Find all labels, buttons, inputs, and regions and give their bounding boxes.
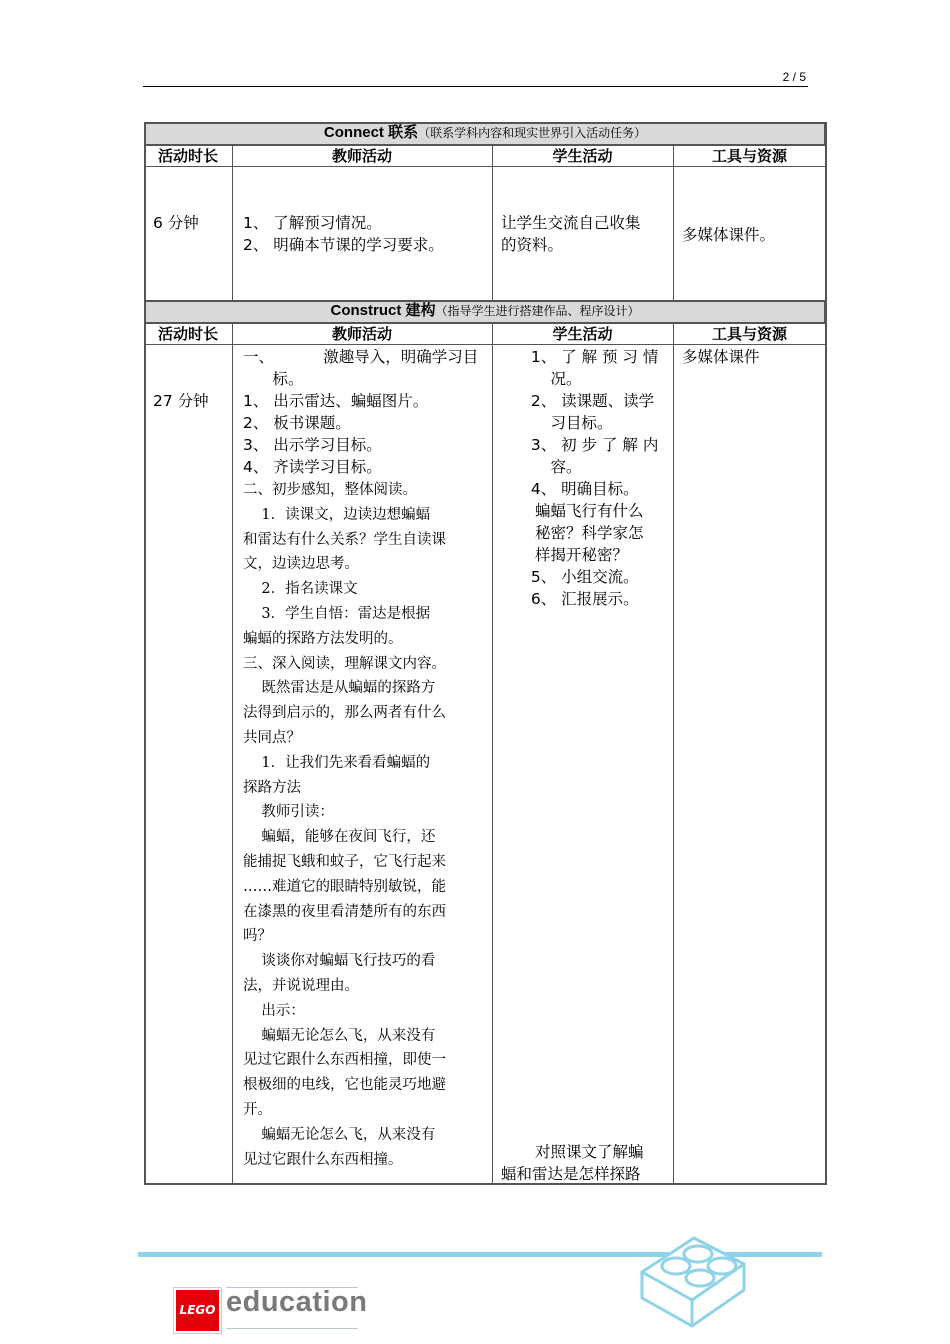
teacher-line: 文，边读边思考。: [243, 556, 359, 573]
connect-duration: 6 分钟: [153, 214, 199, 232]
teacher-line: 三、深入阅读，理解课文内容。: [243, 655, 446, 672]
teacher-line: 1．读课文，边读边想蝙蝠: [243, 506, 431, 523]
teacher-line: 和雷达有什么关系？学生自读课: [243, 531, 446, 548]
col-header-tools: 工具与资源: [711, 147, 787, 165]
teacher-line: 在漆黑的夜里看清楚所有的东西: [243, 903, 446, 920]
student-line: 秘密？科学家怎: [535, 524, 644, 542]
page-number: 2 / 5: [782, 70, 806, 84]
teacher-line: 蝙蝠无论怎么飞，从来没有: [243, 1027, 436, 1044]
col-header-duration: 活动时长: [157, 147, 218, 165]
lego-logo: LEGO: [174, 1288, 221, 1333]
connect-title: Connect 联系: [323, 124, 419, 141]
col-header-tools-2: 工具与资源: [711, 325, 787, 343]
row-divider: [144, 166, 826, 167]
col-divider: [492, 146, 493, 300]
teacher-line: 探路方法: [243, 779, 301, 796]
teacher-line: 谈谈你对蝙蝠飞行技巧的看: [243, 953, 436, 970]
teacher-line: 1．让我们先来看看蝙蝠的: [243, 754, 431, 771]
col-divider: [673, 146, 674, 300]
connect-teacher-1: 1、 了解预习情况。: [243, 214, 382, 232]
lego-brick-icon: [636, 1208, 748, 1328]
student-line: 3、 初 步 了 解 内: [521, 436, 659, 454]
teacher-line: 蝙蝠无论怎么飞，从来没有: [243, 1126, 436, 1143]
student-line: 5、 小组交流。: [521, 568, 639, 586]
teacher-line: 蝙蝠，能够在夜间飞行，还: [243, 829, 436, 846]
teacher-line: 一、 激趣导入，明确学习目: [243, 348, 479, 366]
row-divider: [144, 344, 826, 345]
table-border-right: [825, 122, 827, 1184]
table-border-left: [144, 122, 146, 1184]
teacher-line: 标。: [243, 370, 304, 388]
col-header-student-2: 学生活动: [552, 325, 613, 343]
student-line: 蝙蝠飞行有什么: [535, 502, 644, 520]
connect-teacher-2: 2、 明确本节课的学习要求。: [243, 236, 444, 254]
teacher-line: 二、初步感知，整体阅读。: [243, 482, 417, 498]
col-header-student: 学生活动: [552, 147, 613, 165]
construct-student-bottom-2: 蝠和雷达是怎样探路: [501, 1165, 641, 1183]
student-line: 4、 明确目标。: [521, 480, 639, 498]
connect-student-2: 的资料。: [501, 236, 564, 254]
student-line: 1、 了 解 预 习 情: [521, 348, 659, 366]
teacher-line: 根极细的电线，它也能灵巧地避: [243, 1077, 446, 1094]
construct-band: [144, 300, 826, 324]
col-header-teacher: 教师活动: [331, 147, 392, 165]
teacher-line: 见过它跟什么东西相撞，即使一: [243, 1052, 446, 1069]
col-divider: [673, 324, 674, 1184]
connect-band: [144, 122, 826, 146]
col-divider: [232, 324, 233, 1184]
teacher-line: 见过它跟什么东西相撞。: [243, 1151, 403, 1168]
teacher-line: ……难道它的眼睛特别敏锐，能: [243, 878, 446, 895]
teacher-line: 法得到启示的，那么两者有什么: [243, 705, 446, 722]
teacher-line: 1、 出示雷达、蝙蝠图片。: [243, 392, 429, 410]
student-line: 2、 读课题、读学: [521, 392, 655, 410]
col-divider: [232, 146, 233, 300]
teacher-line: 出示：: [243, 1002, 305, 1019]
brand-text: education: [226, 1286, 368, 1318]
teacher-line: 4、 齐读学习目标。: [243, 458, 382, 476]
connect-subtitle: （联系学科内容和现实世界引入活动任务）: [418, 126, 647, 140]
brand-rule: [226, 1328, 358, 1329]
student-line: 况。: [521, 370, 582, 388]
teacher-line: 既然雷达是从蝙蝠的探路方: [243, 680, 436, 697]
teacher-line: 2．指名读课文: [243, 581, 358, 598]
header-rule: [143, 86, 808, 87]
teacher-line: 法，并说说理由。: [243, 978, 359, 994]
teacher-line: 开。: [243, 1102, 272, 1118]
col-header-duration-2: 活动时长: [157, 325, 218, 343]
construct-duration: 27 分钟: [153, 392, 209, 410]
table-border-bottom: [144, 1183, 827, 1185]
teacher-line: 蝙蝠的探路方法发明的。: [243, 630, 403, 647]
teacher-line: 共同点？: [243, 730, 301, 746]
connect-student-1: 让学生交流自己收集: [501, 214, 641, 232]
construct-subtitle: （指导学生进行搭建作品、程序设计）: [435, 304, 640, 318]
col-divider: [492, 324, 493, 1184]
student-line: 样揭开秘密？: [535, 546, 629, 564]
teacher-line: 2、 板书课题。: [243, 414, 351, 432]
teacher-line: 教师引读：: [243, 804, 334, 821]
construct-title: Construct 建构: [330, 302, 436, 319]
student-line: 习目标。: [521, 414, 613, 432]
teacher-line: 吗？: [243, 928, 272, 945]
student-line: 容。: [521, 458, 582, 476]
teacher-line: 能捕捉飞蛾和蚊子，它飞行起来: [243, 854, 446, 870]
construct-tools: 多媒体课件: [682, 348, 760, 366]
col-header-teacher-2: 教师活动: [331, 325, 392, 343]
connect-tools: 多媒体课件。: [682, 226, 776, 244]
teacher-line: 3．学生自悟：雷达是根据: [243, 606, 431, 622]
teacher-line: 3、 出示学习目标。: [243, 436, 382, 454]
student-line: 6、 汇报展示。: [521, 590, 639, 608]
construct-student-bottom-1: 对照课文了解蝙: [535, 1143, 644, 1161]
